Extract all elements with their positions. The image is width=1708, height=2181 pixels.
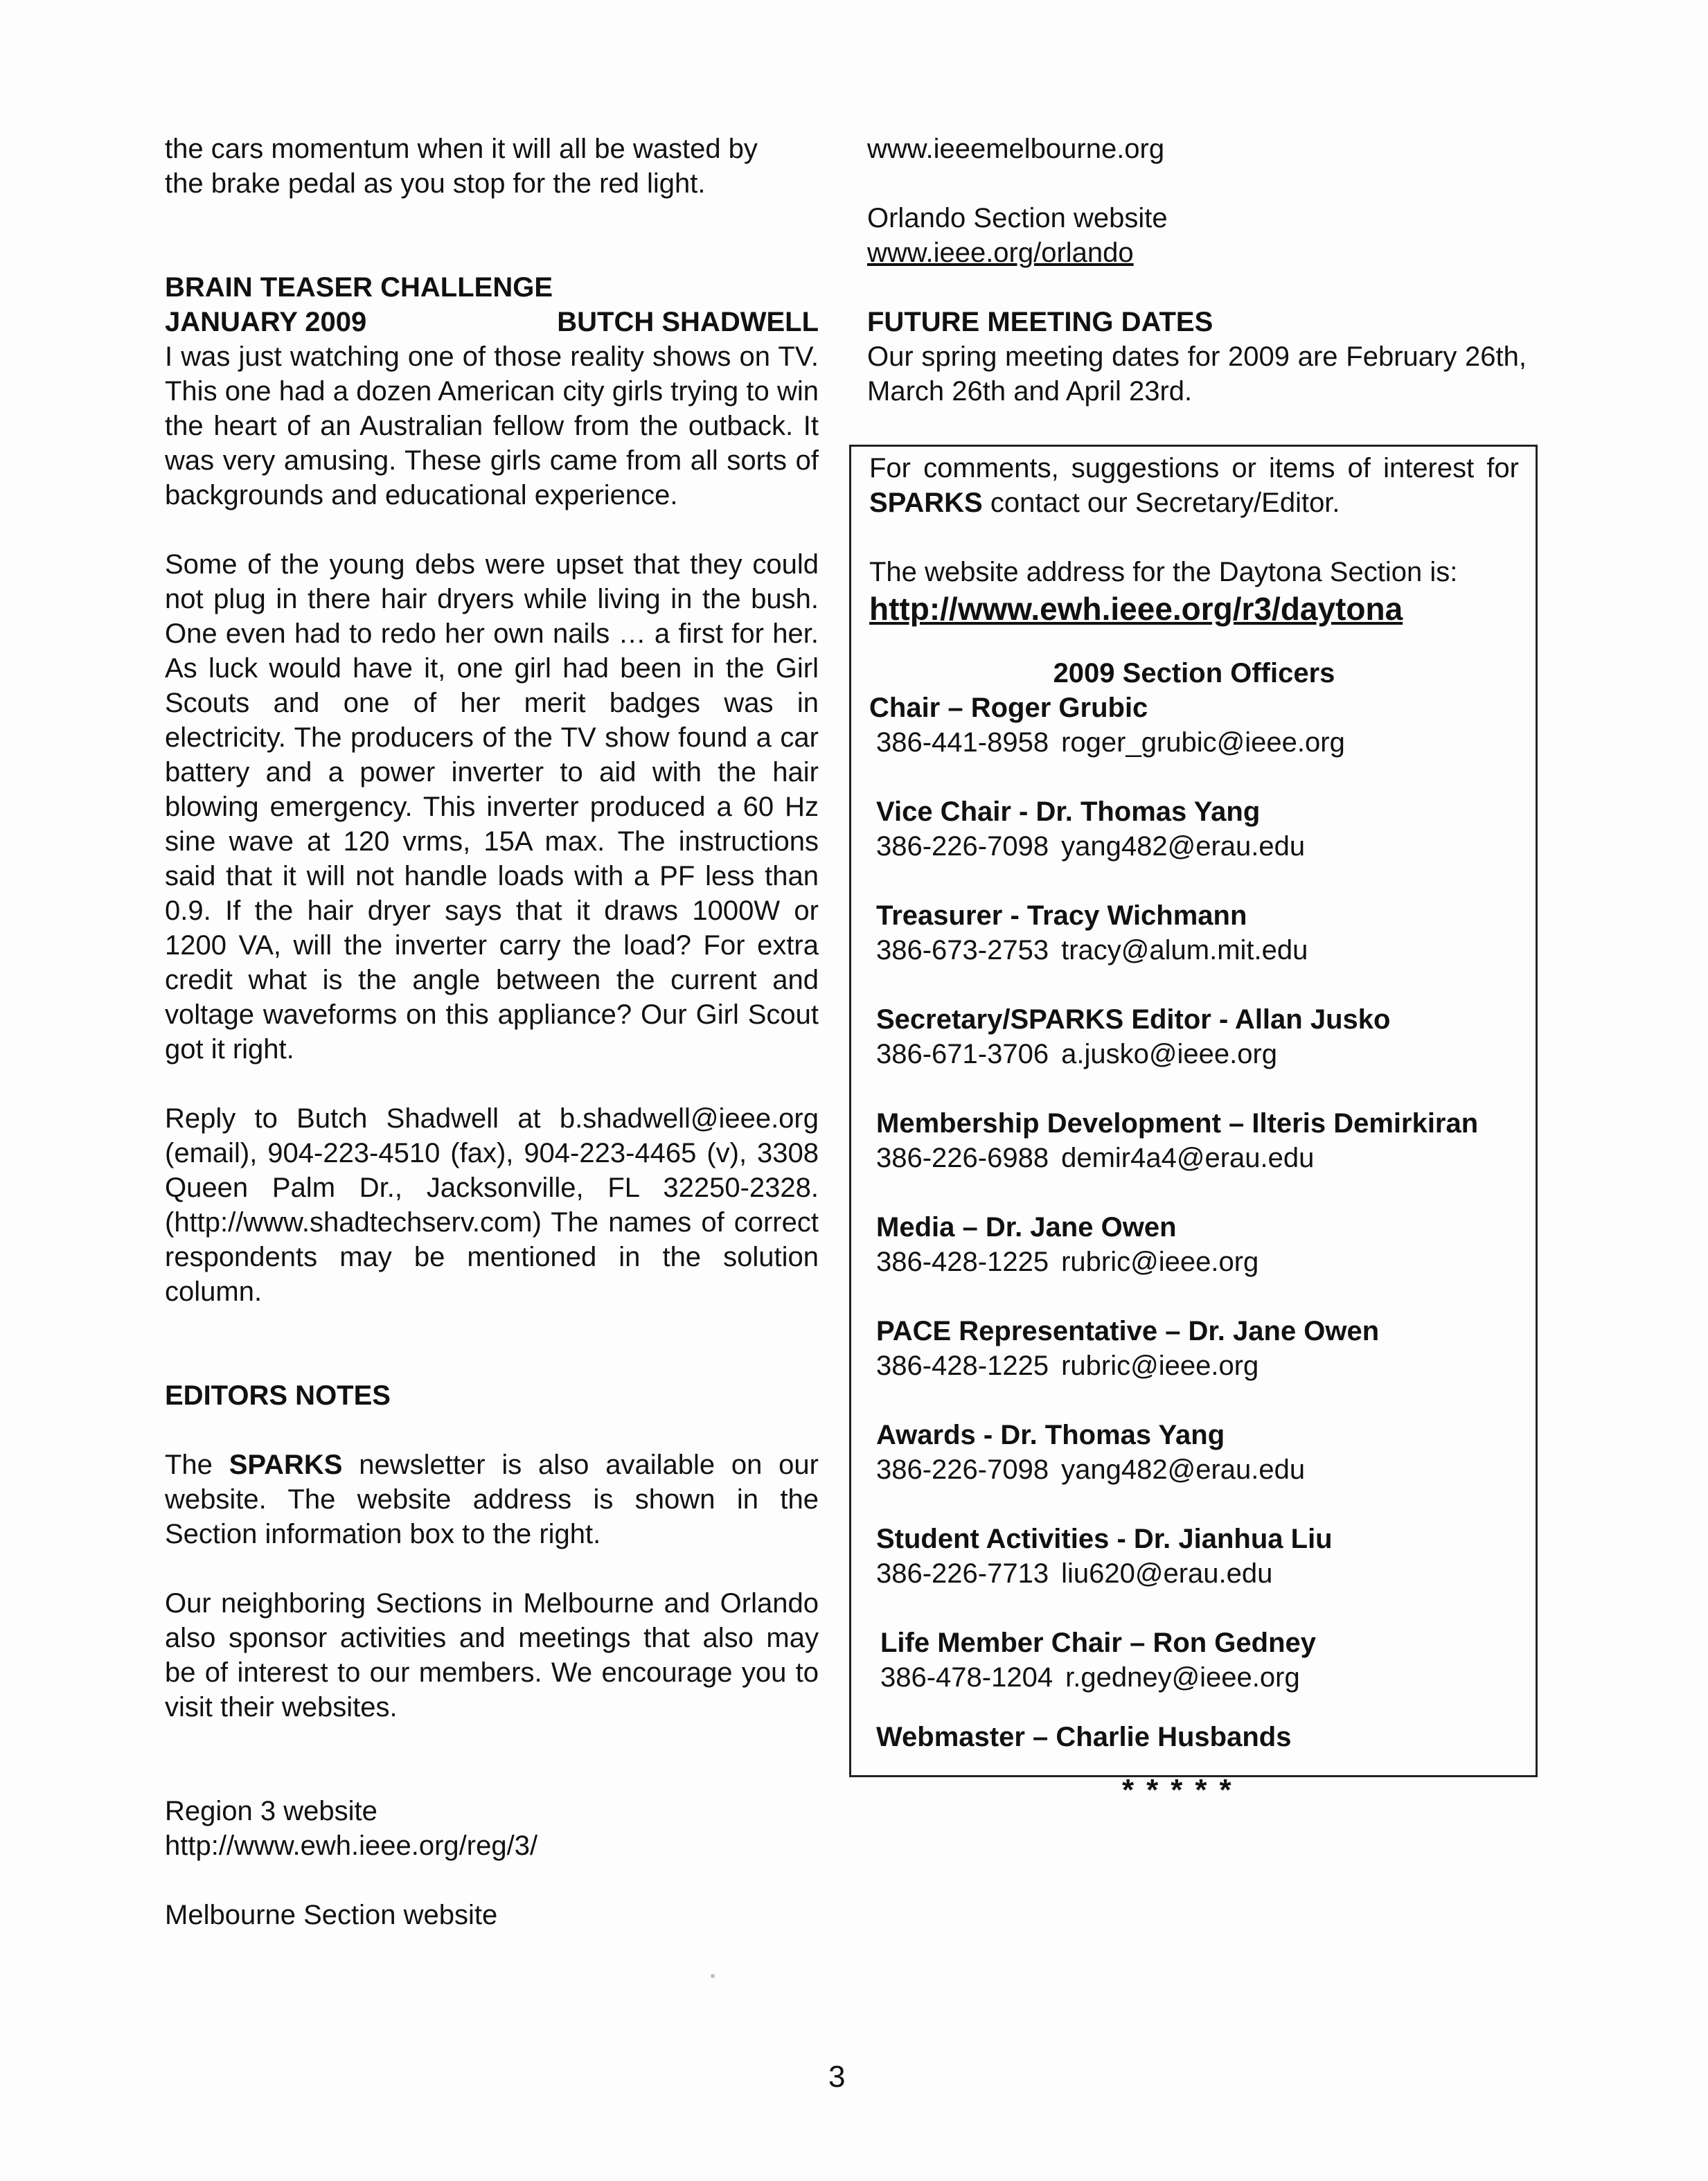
future-meetings-heading: FUTURE MEETING DATES [867,307,1213,337]
officer-role: PACE Representative – Dr. Jane Owen [876,1316,1380,1346]
teaser-paragraph-3: Reply to Butch Shadwell at b.shadwell@ieee.org (email), 904-223-4510 (fax), 904-223-4465 (v), 3308 Queen Palm Dr., Jacksonville, FL 32250-2328. (http://www.shadtechserv.com) The names of correct respondents may be mentioned in the solution column. [165,1103,819,1307]
left-column [165,132,819,1932]
officer-phone: 386-226-7098 [876,1454,1049,1485]
officer-phone: 386-428-1225 [876,1351,1049,1381]
teaser-author: BUTCH SHADWELL [557,307,819,337]
officer-email[interactable]: rubric@ieee.org [1061,1351,1259,1381]
officer-entry [869,691,1519,760]
officer-entry [876,1106,1519,1175]
officers-title: 2009 Section Officers [1053,658,1335,688]
officer-phone: 386-226-7098 [876,831,1049,862]
officer-role: Awards - Dr. Thomas Yang [876,1420,1225,1450]
officer-entry [880,1626,1519,1695]
page-number: 3 [828,2060,846,2094]
officer-phone: 386-673-2753 [876,935,1049,965]
officer-contact [876,1556,1519,1591]
officer-phone: 386-441-8958 [876,727,1049,758]
editors-paragraph-2: Our neighboring Sections in Melbourne and Orlando also sponsor activities and meetings that also may be of interest to our members. We encourage you to visit their websites. [165,1588,819,1722]
officer-email[interactable]: roger_grubic@ieee.org [1061,727,1345,758]
officer-contact [876,725,1519,760]
region-website-label: Region 3 website [165,1796,377,1826]
officer-phone: 386-226-6988 [876,1143,1049,1173]
officer-phone: 386-478-1204 [880,1662,1053,1693]
intro-line-2: the brake pedal as you stop for the red light. [165,168,706,199]
section-info-box [849,445,1538,1777]
orlando-website-link[interactable]: www.ieee.org/orlando [867,238,1134,268]
webmaster: Webmaster – Charlie Husbands [876,1722,1292,1752]
officer-contact [876,1348,1519,1383]
officer-role: Vice Chair - Dr. Thomas Yang [876,796,1261,827]
melbourne-website-label: Melbourne Section website [165,1900,498,1930]
officer-entry [876,1418,1519,1487]
officer-entry [876,794,1519,864]
region-website-url[interactable]: http://www.ewh.ieee.org/reg/3/ [165,1831,538,1861]
officer-role: Chair – Roger Grubic [869,693,1148,723]
intro-line-1: the cars momentum when it will all be wasted by [165,134,758,164]
officer-email[interactable]: rubric@ieee.org [1061,1247,1259,1277]
officer-entry [876,898,1519,968]
officer-role: Life Member Chair – Ron Gedney [880,1628,1317,1658]
officer-entry [876,1314,1519,1383]
future-meetings-text: Our spring meeting dates for 2009 are February 26th, March 26th and April 23rd. [867,341,1527,407]
melbourne-website-url[interactable]: www.ieeemelbourne.org [867,134,1165,164]
officer-phone: 386-428-1225 [876,1247,1049,1277]
officer-email[interactable]: yang482@erau.edu [1061,831,1306,862]
editors-heading: EDITORS NOTES [165,1380,391,1411]
comments-text: For comments, suggestions or items of interest for SPARKS contact our Secretary/Editor. [869,453,1519,518]
teaser-date: JANUARY 2009 [165,307,367,337]
officer-role: Secretary/SPARKS Editor - Allan Jusko [876,1004,1391,1035]
officer-role: Student Activities - Dr. Jianhua Liu [876,1524,1333,1554]
officer-role: Membership Development – Ilteris Demirkiran [876,1108,1479,1139]
editors-paragraph-1: The SPARKS newsletter is also available on our website. The website address is shown in the Section information box to the right. [165,1450,819,1549]
teaser-paragraph-1: I was just watching one of those reality shows on TV. This one had a dozen American city girls trying to win the heart of an Australian fellow from the outback. It was very amusing. These girls came from all sorts of backgrounds and educational experience. [165,341,819,510]
officer-entry [876,1522,1519,1591]
officer-contact [876,829,1519,864]
officer-contact [880,1660,1519,1695]
teaser-paragraph-2: Some of the young debs were upset that they could not plug in there hair dryers while living in the bush. One even had to redo her own nails … a first for her. As luck would have it, one girl had been in the Girl Scouts and one of her merit badges was in electricity. The producers of the TV show found a car battery and a power inverter to aid with the hair blowing emergency. This inverter produced a 60 Hz sine wave at 120 vrms, 15A max. The instructions said that it will not handle loads with a PF less than 0.9. If the hair dryer says that it draws 1000W or 1200 VA, will the inverter carry the load? For extra credit what is the angle between the current and voltage waveforms on this appliance? Our Girl Scout got it right. [165,549,819,1065]
website-label: The website address for the Daytona Section is: [869,557,1458,587]
officer-list [869,691,1519,1695]
teaser-heading: BRAIN TEASER CHALLENGE [165,272,553,303]
officer-email[interactable]: a.jusko@ieee.org [1061,1039,1278,1069]
officer-role: Treasurer - Tracy Wichmann [876,900,1247,931]
officer-email[interactable]: liu620@erau.edu [1061,1558,1273,1589]
officer-entry [876,1210,1519,1279]
section-end-stars: ***** [1122,1773,1244,1807]
officer-phone: 386-671-3706 [876,1039,1049,1069]
officer-email[interactable]: yang482@erau.edu [1061,1454,1306,1485]
officer-email[interactable]: tracy@alum.mit.edu [1061,935,1308,965]
officer-contact [876,1452,1519,1487]
officer-contact [876,1141,1519,1175]
sparks-name: SPARKS [229,1450,343,1480]
daytona-website-link[interactable]: http://www.ewh.ieee.org/r3/daytona [869,591,1403,627]
officer-entry [876,1002,1519,1071]
officer-contact [876,1037,1519,1071]
sparks-name: SPARKS [869,488,983,518]
orlando-website-label: Orlando Section website [867,203,1168,233]
officer-email[interactable]: demir4a4@erau.edu [1061,1143,1315,1173]
officer-email[interactable]: r.gedney@ieee.org [1065,1662,1300,1693]
officer-contact [876,933,1519,968]
teaser-byline [165,305,819,339]
scan-speck [711,1974,715,1978]
right-column [867,132,1527,409]
officer-contact [876,1245,1519,1279]
officer-role: Media – Dr. Jane Owen [876,1212,1177,1243]
officer-phone: 386-226-7713 [876,1558,1049,1589]
